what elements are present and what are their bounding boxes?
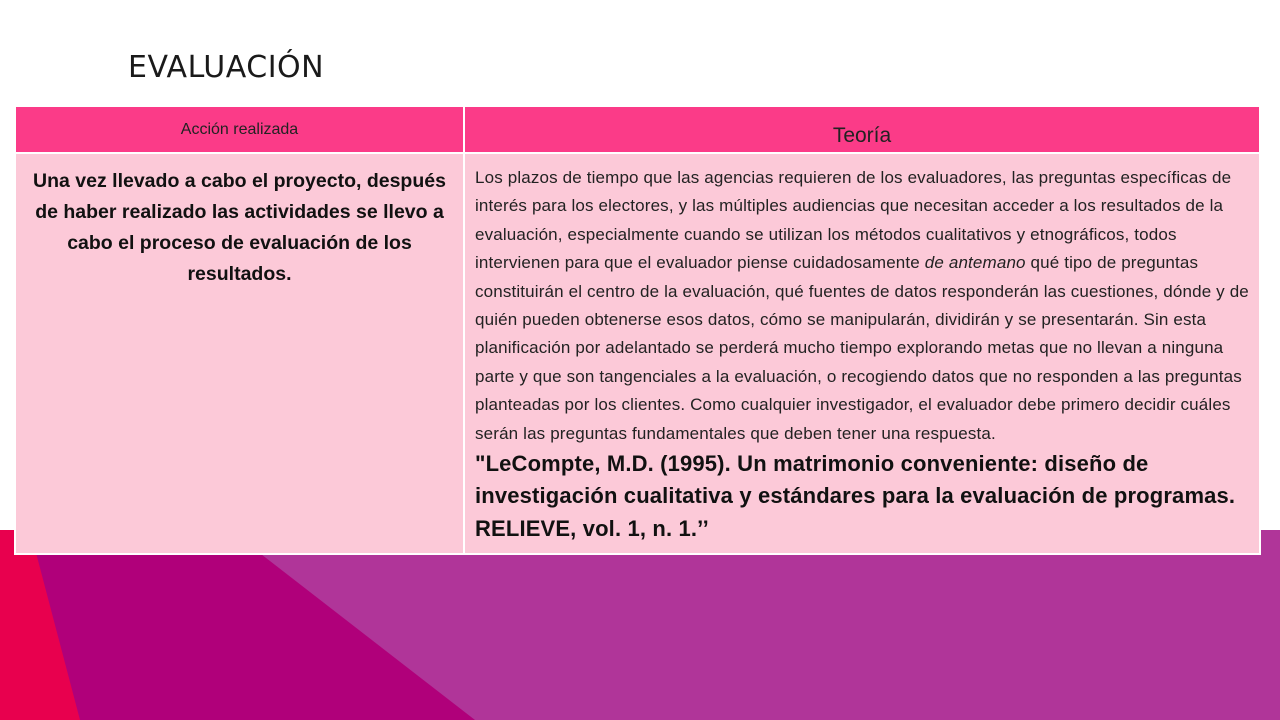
citation-text: "LeCompte, M.D. (1995). Un matrimonio conveniente: diseño de investigación cualitativa y estándares para la evaluación de programas. RELIEVE, vol. 1, n. 1.’’ <box>475 451 1236 541</box>
teoria-text-italic: de antemano <box>924 253 1026 273</box>
cell-accion <box>15 153 464 554</box>
evaluation-table <box>14 105 1261 555</box>
teoria-text-part2: qué tipo de preguntas constituirán el centro de la evaluación, qué fuentes de datos responderán las cuestiones, dónde y de quién pueden obtenerse esos datos, cómo se manipularán, dividirán y se presentarán. Sin esta planificación por adelantado se perderá mucho tiempo explorando metas que no llevan a ninguna parte y que son tangenciales a la evaluación, o recogiendo datos que no responden a las preguntas planteadas por los clientes. Como cualquier investigador, el evaluador debe primero decidir cuáles serán las preguntas fundamentales que deben tener una respuesta. <box>475 253 1249 443</box>
header-teoria: Teoría <box>464 106 1260 153</box>
header-accion: Acción realizada <box>15 106 464 153</box>
table-row <box>15 153 1260 554</box>
cell-teoria <box>464 153 1260 554</box>
table-header-row <box>15 106 1260 153</box>
teoria-text-part1: Los plazos de tiempo que las agencias requieren de los evaluadores, las preguntas específicas de interés para los electores, y las múltiples audiencias que necesitan acceder a los resultados de la evaluación, especialmente cuando se utilizan los métodos cualitativos y etnográficos, todos intervienen para que el evaluador piense cuidadosamente <box>475 168 1232 273</box>
slide-title: EVALUACIÓN <box>128 50 325 85</box>
accion-text: Una vez llevado a cabo el proyecto, después de haber realizado las actividades se llevo a cabo el proceso de evaluación de los resultados. <box>33 170 446 285</box>
